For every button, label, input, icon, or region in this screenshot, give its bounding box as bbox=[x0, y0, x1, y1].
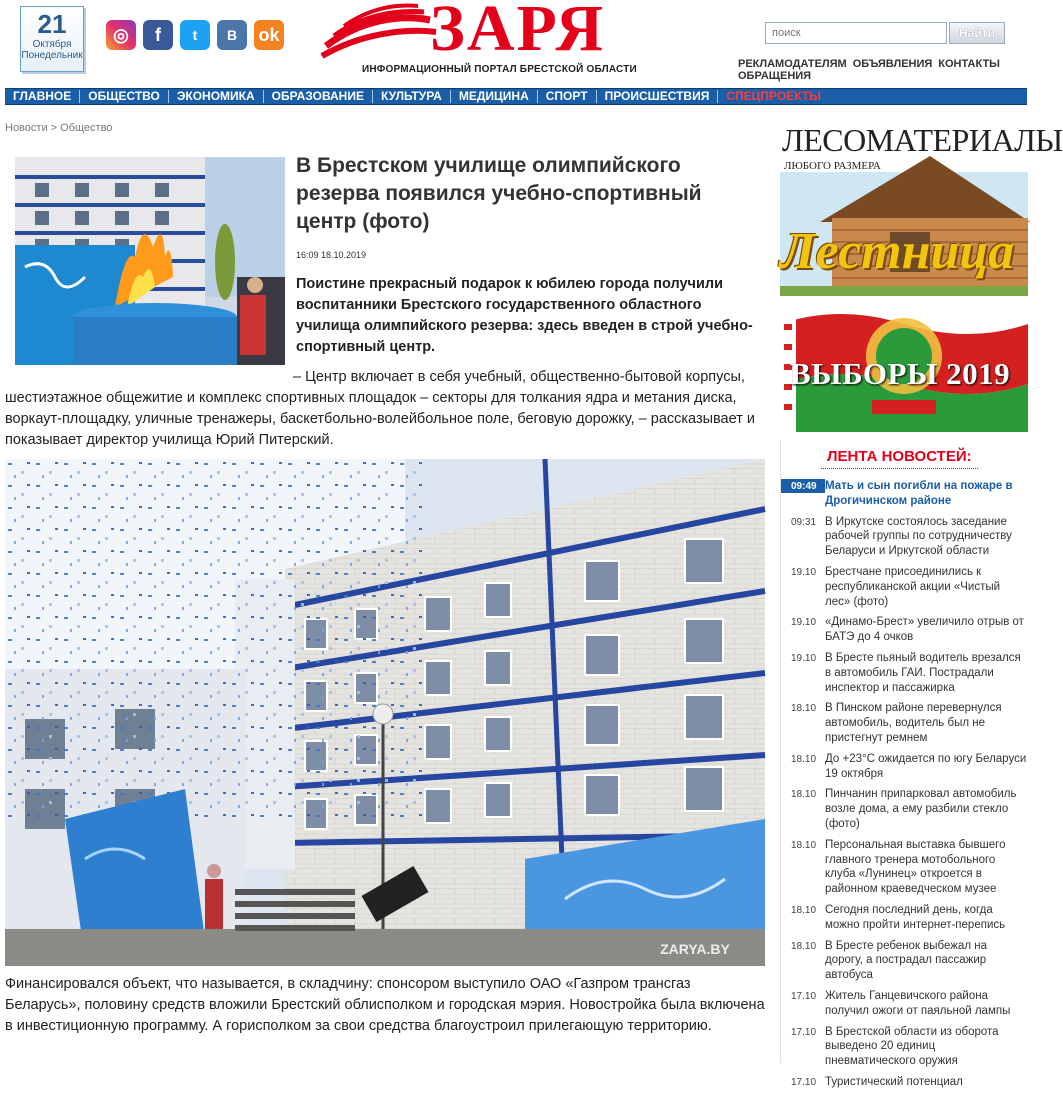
ad-elections-text: ВЫБОРЫ 2019 bbox=[790, 356, 1011, 391]
news-list bbox=[781, 476, 1031, 1093]
breadcrumb-society[interactable]: Общество bbox=[60, 122, 113, 134]
news-headline[interactable]: В Пинском районе перевернулся автомобиль, водитель был не пристегнут ремнем bbox=[825, 702, 1002, 744]
news-item[interactable] bbox=[781, 749, 1031, 785]
nav-incidents[interactable]: ПРОИСШЕСТВИЯ bbox=[597, 90, 719, 103]
news-item[interactable] bbox=[781, 835, 1031, 900]
news-item[interactable] bbox=[781, 900, 1031, 936]
news-item[interactable] bbox=[781, 512, 1031, 562]
news-headline[interactable]: В Брестской области из оборота выведено 20 единиц пневматического оружия bbox=[825, 1025, 999, 1068]
news-time: 17.10 bbox=[791, 1026, 817, 1038]
news-headline[interactable]: «Динамо-Брест» увеличило отрыв от БАТЭ до 4 очков bbox=[825, 616, 1024, 644]
ad-banner-elections[interactable] bbox=[780, 304, 1028, 432]
article-lead: Поистине прекрасный подарок к юбилею города получили воспитанники Брестского государственного областного училища олимпийского резерва: здесь введен в строй учебно-спортивный центр. bbox=[296, 276, 753, 355]
calendar-weekday: Понедельник bbox=[21, 50, 83, 61]
news-headline[interactable]: Брестчане присоединились к республиканской акции «Чистый лес» (фото) bbox=[825, 565, 1001, 608]
news-time: 18.10 bbox=[791, 789, 817, 801]
ad-lumber-brand: Лестница bbox=[780, 223, 1015, 280]
site-header bbox=[0, 0, 1033, 86]
article-paragraph-1: – Центр включает в себя учебный, общественно-бытовой корпусы, шестиэтажное общежитие и комплекс спортивных площадок – секторы для толкания ядра и метания диска, воркаут-площадку, уличные тренажеры, баскетбольно-волейбольное поле, беговую дорожку, – рассказывает и показывает директор училища Юрий Питерский. bbox=[5, 369, 755, 448]
site-tagline: ИНФОРМАЦИОННЫЙ ПОРТАЛ БРЕСТСКОЙ ОБЛАСТИ bbox=[362, 64, 637, 75]
news-item[interactable] bbox=[781, 562, 1031, 612]
nav-special-projects[interactable]: СПЕЦПРОЕКТЫ bbox=[726, 89, 821, 103]
link-appeals[interactable]: ОБРАЩЕНИЯ bbox=[738, 70, 812, 82]
site-logo[interactable] bbox=[320, 0, 700, 65]
link-contacts[interactable]: КОНТАКТЫ bbox=[938, 58, 1000, 70]
breadcrumb bbox=[5, 122, 112, 134]
news-time: 18.10 bbox=[791, 753, 817, 765]
news-headline[interactable]: Туристический потенциал bbox=[825, 1075, 963, 1088]
logo-wordmark: ЗАРЯ bbox=[430, 0, 606, 65]
ad-lumber-heading: ЛЕСОМАТЕРИАЛЫ bbox=[782, 122, 1063, 158]
news-time: 19.10 bbox=[791, 652, 817, 664]
nav-education[interactable]: ОБРАЗОВАНИЕ bbox=[264, 90, 373, 103]
calendar-month: Октября bbox=[32, 39, 72, 50]
nav-economy[interactable]: ЭКОНОМИКА bbox=[169, 90, 264, 103]
image-watermark: ZARYA.BY bbox=[660, 941, 730, 957]
news-headline[interactable]: Сегодня последний день, когда можно пройти интернет-перепись bbox=[825, 903, 1006, 931]
main-nav bbox=[5, 88, 1027, 105]
calendar-day: 21 bbox=[37, 9, 67, 39]
news-headline[interactable]: До +23°С ожидается по югу Беларуси 19 октября bbox=[825, 752, 1027, 780]
news-time: 18.10 bbox=[791, 904, 817, 916]
news-headline[interactable]: Житель Ганцевичского района получил ожоги от паяльной лампы bbox=[825, 989, 1011, 1017]
news-time: 09:31 bbox=[791, 516, 817, 528]
instagram-icon[interactable]: ◎ bbox=[106, 20, 136, 50]
nav-sport[interactable]: СПОРТ bbox=[538, 90, 597, 103]
nav-society[interactable]: ОБЩЕСТВО bbox=[80, 90, 169, 103]
news-item[interactable] bbox=[781, 784, 1031, 834]
news-headline[interactable]: В Бресте ребенок выбежал на дорогу, а пострадал пассажир автобуса bbox=[825, 939, 988, 982]
top-links bbox=[738, 58, 1028, 82]
news-item[interactable] bbox=[781, 986, 1031, 1022]
article-title: В Брестском училище олимпийского резерва появился учебно-спортивный центр (фото) bbox=[296, 154, 702, 233]
news-time: 18.10 bbox=[791, 703, 817, 715]
news-headline[interactable]: Пинчанин припарковал автомобиль возле дома, а ему разбили стекло (фото) bbox=[825, 788, 1017, 830]
article-main-image[interactable] bbox=[5, 459, 765, 966]
nav-medicine[interactable]: МЕДИЦИНА bbox=[451, 90, 538, 103]
news-item[interactable] bbox=[781, 936, 1031, 986]
news-item[interactable] bbox=[781, 476, 1031, 512]
search-input[interactable] bbox=[765, 22, 947, 44]
news-item[interactable] bbox=[781, 648, 1031, 698]
social-links bbox=[106, 20, 284, 50]
search-form bbox=[765, 22, 1005, 46]
article-lead-image[interactable] bbox=[15, 157, 285, 365]
news-time: 18.10 bbox=[791, 839, 817, 851]
lead-photo-illustration bbox=[15, 157, 285, 365]
odnoklassniki-icon[interactable]: ok bbox=[254, 20, 284, 50]
news-time: 19.10 bbox=[791, 566, 817, 578]
facebook-icon[interactable]: f bbox=[143, 20, 173, 50]
news-headline[interactable]: В Бресте пьяный водитель врезался в автомобиль ГАИ. Пострадали инспектор и пассажирка bbox=[825, 651, 1021, 694]
ad-lumber-subheading: ЛЮБОГО РАЗМЕРА bbox=[784, 160, 881, 172]
news-time: 17.10 bbox=[791, 990, 817, 1002]
news-time: 18.10 bbox=[791, 940, 817, 952]
breadcrumb-news[interactable]: Новости bbox=[5, 122, 48, 134]
search-button[interactable]: Найти bbox=[949, 22, 1005, 44]
news-item[interactable] bbox=[781, 1072, 1031, 1093]
ad-banner-lumber[interactable] bbox=[780, 122, 1063, 296]
article-date: 16:09 18.10.2019 bbox=[296, 250, 367, 260]
news-time: 17.10 bbox=[791, 1076, 817, 1088]
news-headline[interactable]: Персональная выставка бывшего главного тренера мотобольного клуба «Лунинец» откроется в районном краеведческом музее bbox=[825, 838, 1006, 896]
news-headline[interactable]: Мать и сын погибли на пожаре в Дрогичинском районе bbox=[825, 480, 1013, 507]
breadcrumb-separator: > bbox=[47, 122, 61, 134]
date-calendar bbox=[20, 6, 84, 72]
article-paragraph bbox=[5, 367, 770, 451]
nav-culture[interactable]: КУЛЬТУРА bbox=[373, 90, 451, 103]
news-time: 09:49 bbox=[781, 479, 825, 493]
nav-main[interactable]: ГЛАВНОЕ bbox=[5, 90, 80, 103]
twitter-icon[interactable]: t bbox=[180, 20, 210, 50]
logo-swirl-icon bbox=[320, 0, 440, 62]
news-item[interactable] bbox=[781, 698, 1031, 748]
main-photo-illustration bbox=[5, 459, 765, 966]
news-item[interactable] bbox=[781, 1022, 1031, 1072]
news-headline[interactable]: В Иркутске состоялось заседание рабочей группы по сотрудничеству Беларуси и Иркутской области bbox=[825, 515, 1012, 558]
news-time: 19.10 bbox=[791, 617, 817, 629]
article-paragraph-2: Финансировался объект, что называется, в складчину: спонсором выступило ОАО «Газпром трансгаз Беларусь», половину средств вложили Брестский облисполком и городская мэрия. Новостройка была включена в инвестиционную программу. А горисполком за свои средства благоустроил прилегающую территорию. bbox=[5, 976, 765, 1034]
news-feed bbox=[780, 440, 1030, 1088]
link-advertisers[interactable]: РЕКЛАМОДАТЕЛЯМ bbox=[738, 58, 847, 70]
news-feed-title: ЛЕНТА НОВОСТЕЙ: bbox=[827, 448, 972, 465]
link-classifieds[interactable]: ОБЪЯВЛЕНИЯ bbox=[852, 58, 933, 70]
vk-icon[interactable]: B bbox=[217, 20, 247, 50]
news-item[interactable] bbox=[781, 612, 1031, 648]
